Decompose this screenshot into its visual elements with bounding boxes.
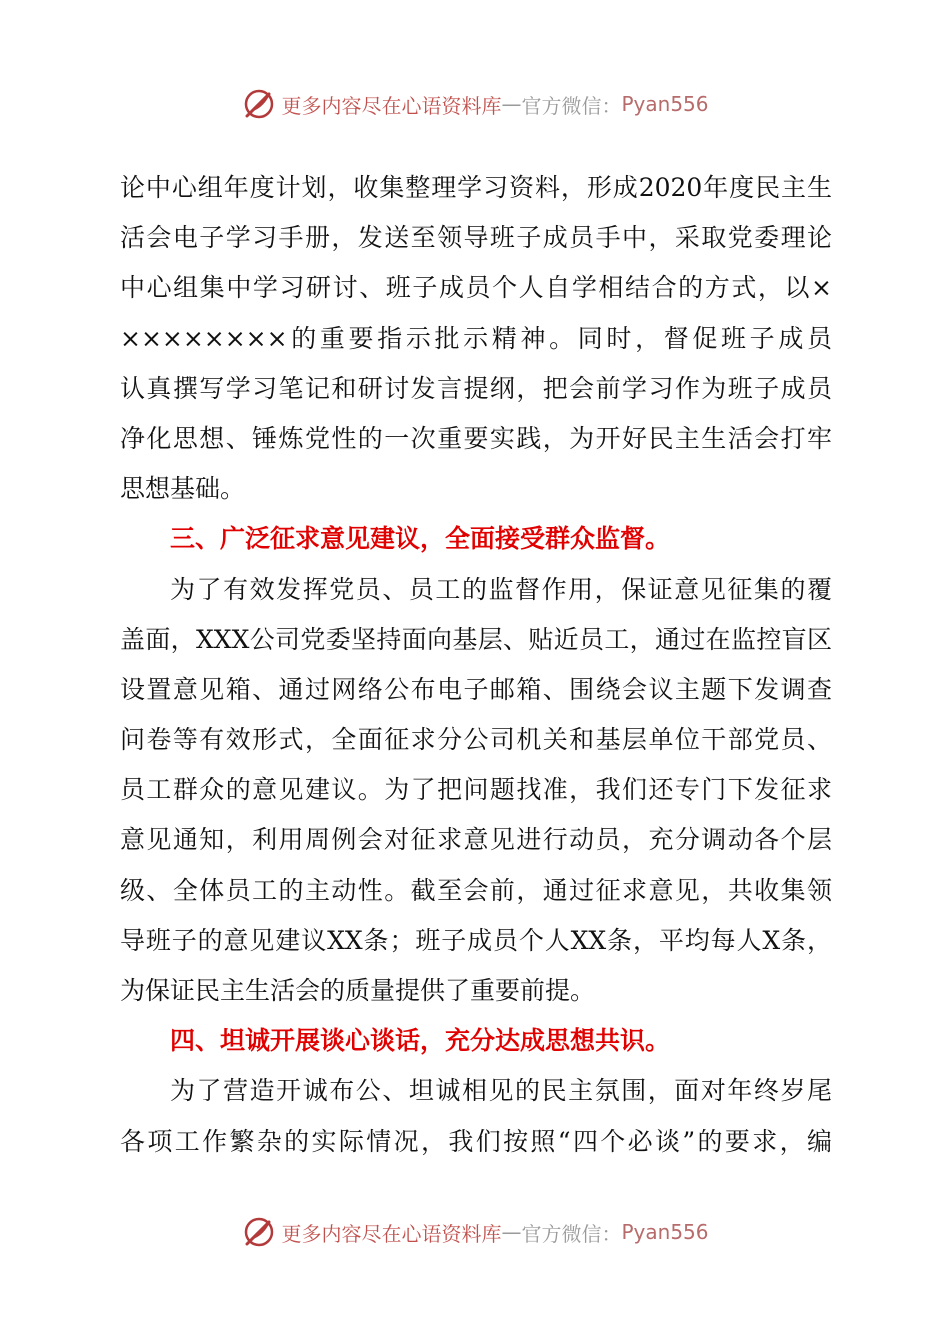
watermark-text-wechat: 官方微信： bbox=[521, 1221, 622, 1246]
body-line: 为保证民主生活会的质量提供了重要前提。 bbox=[120, 976, 596, 1005]
watermark-dash: — bbox=[501, 92, 522, 116]
body-line: 导班子的意见建议XX条；班子成员个人XX条，平均每人X条， bbox=[120, 925, 832, 955]
body-line: 认真撰写学习笔记和研讨发言提纲，把会前学习作为班子成员 bbox=[120, 373, 832, 403]
watermark-text-main: 更多内容尽在心语资料库 bbox=[281, 93, 502, 118]
body-line: 净化思想、锤炼党性的一次重要实践，为开好民主生活会打牢 bbox=[120, 423, 832, 453]
body-line: 问卷等有效形式，全面征求分公司机关和基层单位干部党员、 bbox=[120, 725, 832, 755]
body-line: ××××××××的重要指示批示精神。同时，督促班子成员 bbox=[120, 323, 832, 353]
section-heading: 三、广泛征求意见建议，全面接受群众监督。 bbox=[170, 524, 671, 554]
quill-logo-icon bbox=[241, 86, 277, 122]
watermark-text-main: 更多内容尽在心语资料库 bbox=[281, 1221, 502, 1246]
watermark-dash: — bbox=[501, 1220, 522, 1244]
body-line: 意见通知，利用周例会对征求意见进行动员，充分调动各个层 bbox=[120, 825, 832, 855]
body-line: 盖面，XXX公司党委坚持面向基层、贴近员工，通过在监控盲区 bbox=[120, 624, 832, 654]
body-line: 级、全体员工的主动性。截至会前，通过征求意见，共收集领 bbox=[120, 875, 832, 905]
watermark-text-id: Pyan556 bbox=[621, 92, 709, 116]
watermark-text-id: Pyan556 bbox=[621, 1220, 709, 1244]
body-line: 论中心组年度计划，收集整理学习资料，形成2020年度民主生 bbox=[120, 173, 832, 202]
body-line: 设置意见箱、通过网络公布电子邮箱、围绕会议主题下发调查 bbox=[120, 674, 832, 704]
body-line: 为了营造开诚布公、坦诚相见的民主氛围，面对年终岁尾 bbox=[170, 1076, 832, 1106]
watermark-footer bbox=[0, 1212, 950, 1252]
document-body bbox=[120, 163, 832, 1167]
watermark-header bbox=[0, 84, 950, 124]
quill-logo-icon bbox=[241, 1214, 277, 1250]
body-line: 各项工作繁杂的实际情况，我们按照“四个必谈”的要求，编 bbox=[120, 1126, 832, 1156]
body-line: 中心组集中学习研讨、班子成员个人自学相结合的方式，以× bbox=[120, 273, 832, 303]
section-heading: 四、坦诚开展谈心谈话，充分达成思想共识。 bbox=[170, 1026, 671, 1056]
body-line: 员工群众的意见建议。为了把问题找准，我们还专门下发征求 bbox=[120, 775, 832, 805]
body-line: 为了有效发挥党员、员工的监督作用，保证意见征集的覆 bbox=[170, 574, 832, 604]
body-line: 活会电子学习手册，发送至领导班子成员手中，采取党委理论 bbox=[120, 223, 832, 253]
watermark-text-wechat: 官方微信： bbox=[521, 93, 622, 118]
body-line: 思想基础。 bbox=[120, 474, 246, 504]
